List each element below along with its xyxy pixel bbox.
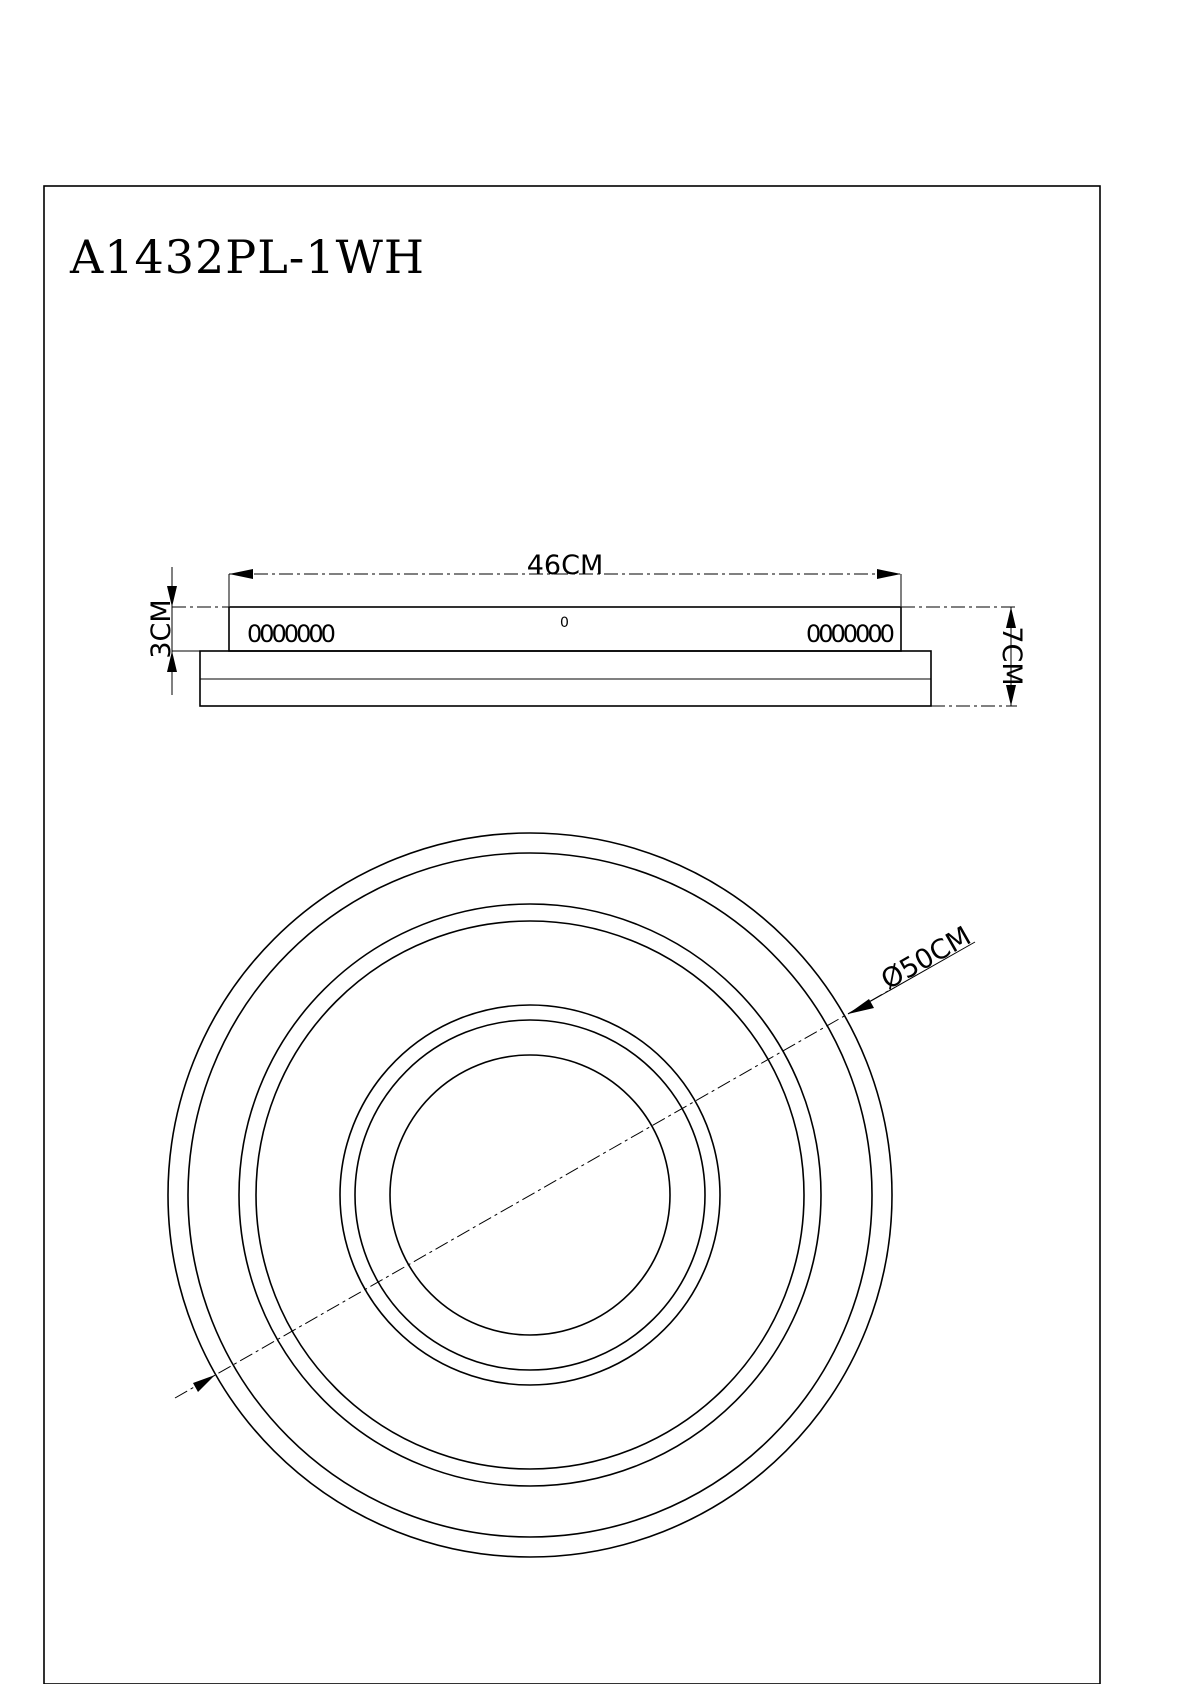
side-view xyxy=(146,550,1027,706)
top-view xyxy=(168,833,976,1557)
top-height-label: 3CM xyxy=(146,599,177,659)
model-title: A1432PL-1WH xyxy=(70,230,425,284)
total-height-arrow-bottom xyxy=(1006,685,1016,706)
width-arrow-left xyxy=(229,569,253,579)
width-arrow-right xyxy=(877,569,901,579)
diameter-arrow-upper xyxy=(848,999,874,1014)
left-vent-marks: 0000000 xyxy=(247,620,333,648)
right-vent-marks: 0000000 xyxy=(806,620,892,648)
center-screw-mark: 0 xyxy=(560,615,569,631)
diameter-dimension-line xyxy=(175,991,888,1398)
diameter-label: Ø50CM xyxy=(876,920,977,997)
diameter-arrow-lower xyxy=(193,1375,215,1392)
total-height-label: 7CM xyxy=(996,626,1027,686)
width-label: 46CM xyxy=(526,550,604,581)
total-height-arrow-top xyxy=(1006,607,1016,628)
